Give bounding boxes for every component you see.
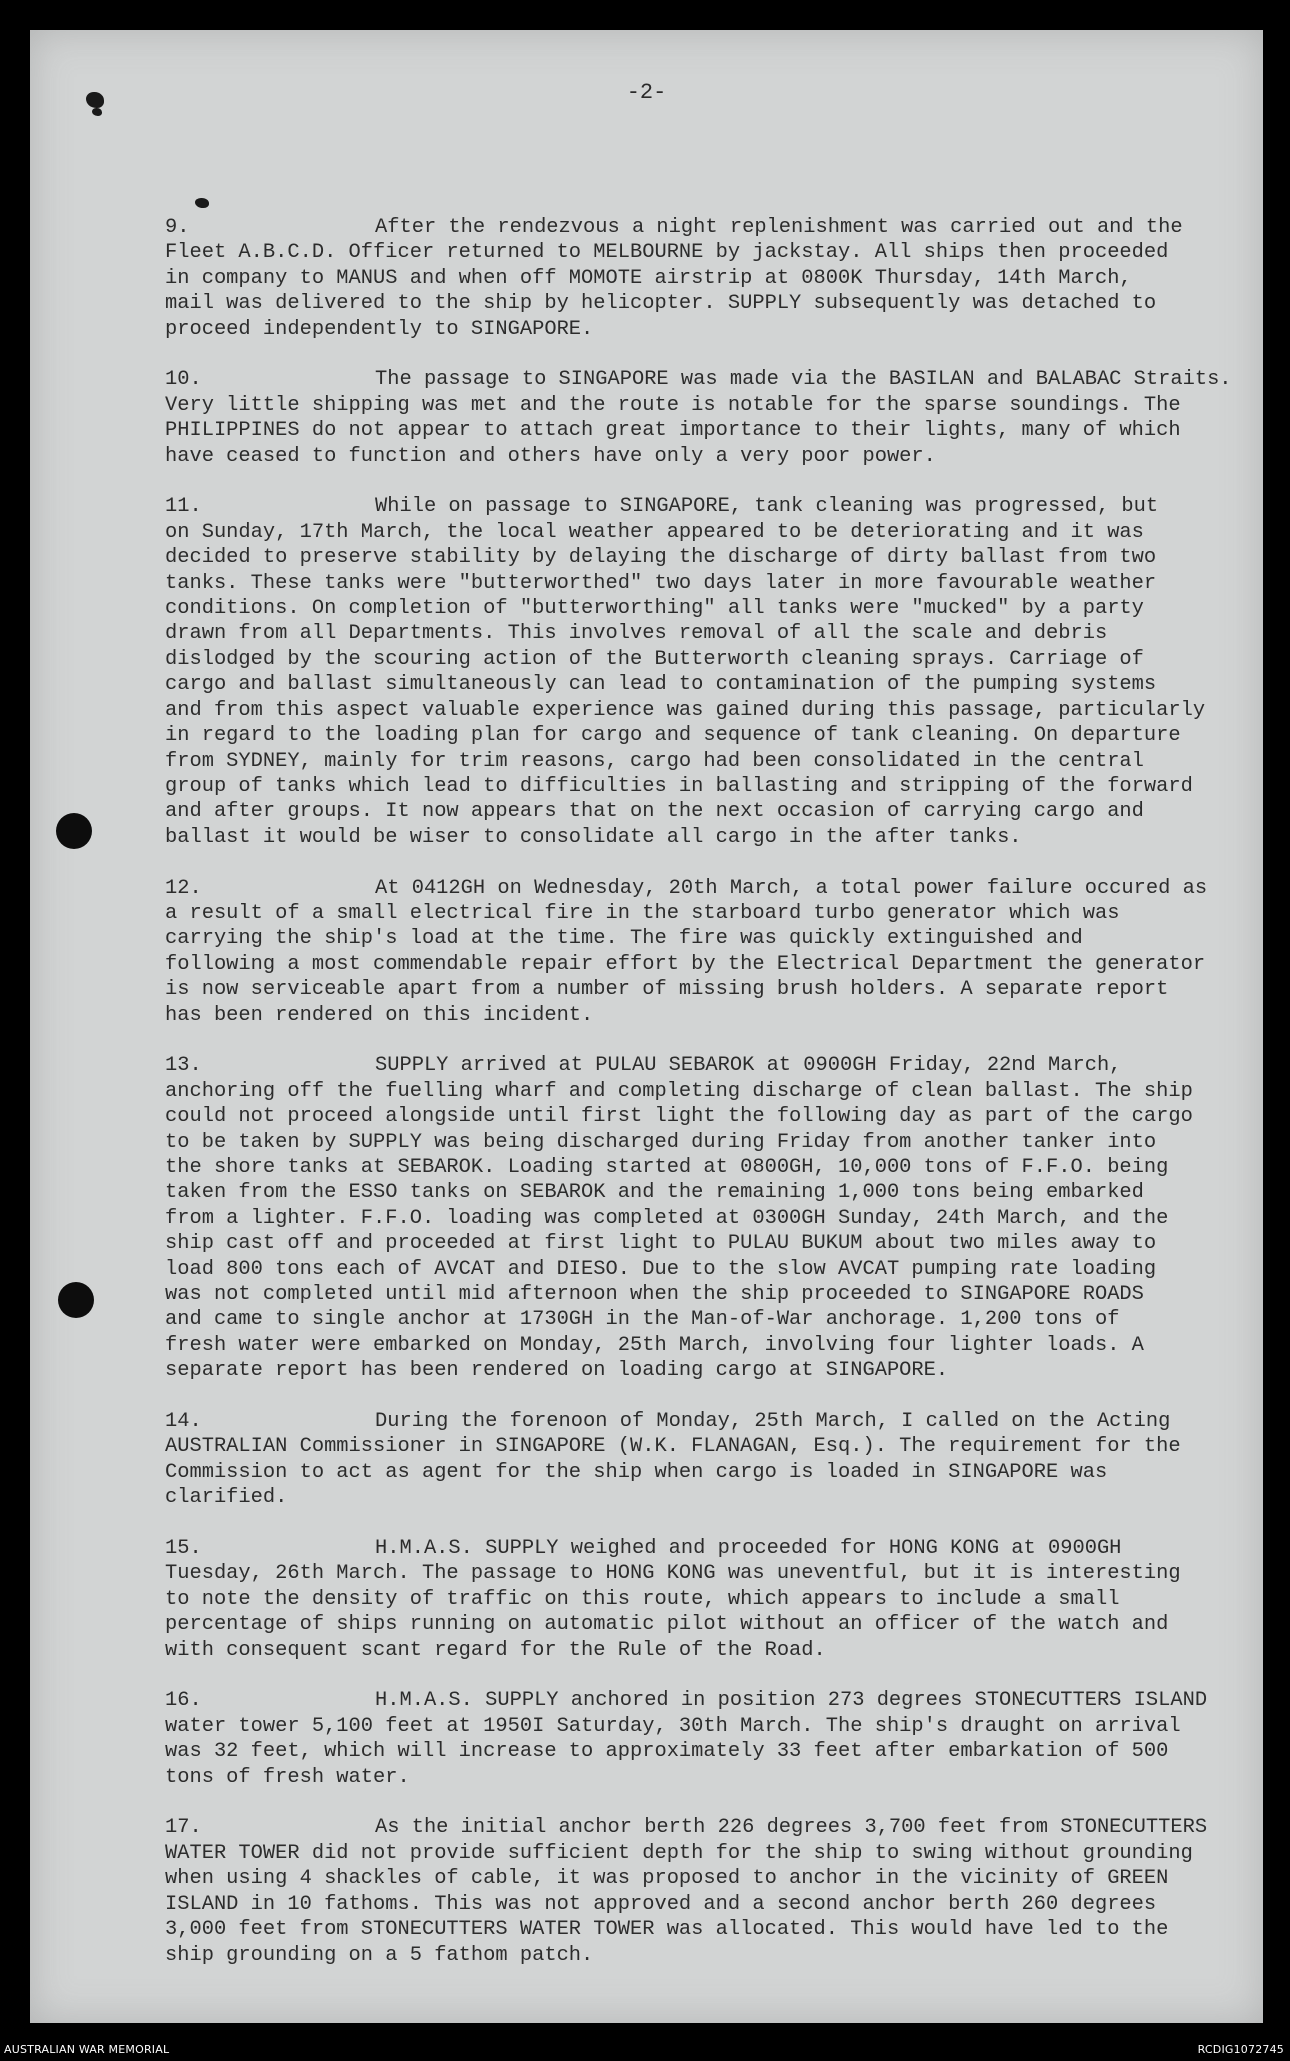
line-text: decided to preserve stability by delaying the discharge of dirty ballast from two <box>165 546 1157 570</box>
line-text: was not completed until mid afternoon when the ship proceeded to SINGAPORE ROADS <box>165 1283 1144 1306</box>
text-line <box>165 698 1275 723</box>
line-text: was 32 feet, which will increase to approximately 33 feet after embarkation of 500 <box>165 1740 1169 1764</box>
text-line <box>165 1536 1275 1561</box>
text-line <box>165 1841 1275 1866</box>
text-line <box>165 1358 1275 1383</box>
text-line <box>165 418 1275 443</box>
line-text: when using 4 shackles of cable, it was proposed to anchor in the vicinity of GREEN <box>165 1867 1169 1891</box>
text-line <box>165 444 1275 469</box>
text-line <box>165 1257 1275 1282</box>
text-line <box>165 571 1275 596</box>
text-line <box>165 825 1275 850</box>
ink-smudge <box>195 198 209 208</box>
paragraph-number: 14. <box>165 1410 202 1434</box>
text-line <box>165 215 1275 240</box>
text-line <box>165 647 1275 672</box>
line-text: a result of a small electrical fire in the starboard turbo generator which was <box>165 901 1120 925</box>
paragraph-number: 11. <box>165 495 202 519</box>
text-line <box>165 1003 1275 1028</box>
line-text: Fleet A.B.C.D. Officer returned to MELBOURNE by jackstay. All ships then proceeded <box>165 241 1169 265</box>
ink-smudge <box>92 108 102 116</box>
line-text: group of tanks which lead to difficulties in ballasting and stripping of the forward <box>165 774 1193 798</box>
line-text: tanks. These tanks were "butterworthed" two days later in more favourable weather <box>165 571 1157 595</box>
line-text: conditions. On completion of "butterworthing" all tanks were "mucked" by a party <box>165 597 1144 621</box>
text-line <box>165 977 1275 1002</box>
line-text: clarified. <box>165 1486 288 1510</box>
text-line <box>165 901 1275 926</box>
text-line <box>165 1765 1275 1790</box>
text-line <box>165 1409 1275 1434</box>
text-line <box>165 1180 1275 1205</box>
line-text: As the initial anchor berth 226 degrees 3,700 feet from STONECUTTERS <box>375 1816 1208 1840</box>
line-text: H.M.A.S. SUPPLY anchored in position 273 degrees STONECUTTERS ISLAND <box>375 1689 1208 1713</box>
text-line <box>165 799 1275 824</box>
text-line <box>165 1155 1275 1180</box>
line-text: WATER TOWER did not provide sufficient depth for the ship to swing without grounding <box>165 1841 1193 1865</box>
footer-record-id: RCDIG1072745 <box>1197 2043 1284 2056</box>
text-line <box>165 876 1275 901</box>
paragraph-number: 9. <box>165 216 190 239</box>
line-text: fresh water were embarked on Monday, 25th March, involving four lighter loads. A <box>165 1333 1144 1357</box>
document-page <box>30 30 1263 2023</box>
paragraph-number: 10. <box>165 368 202 392</box>
line-text: AUSTRALIAN Commissioner in SINGAPORE (W.K. FLANAGAN, Esq.). The requirement for the <box>165 1435 1181 1459</box>
text-line <box>165 1104 1275 1129</box>
text-line <box>165 367 1275 392</box>
line-text: PHILIPPINES do not appear to attach great importance to their lights, many of which <box>165 419 1181 443</box>
text-line <box>165 1866 1275 1891</box>
text-line <box>165 240 1275 265</box>
text-line <box>165 520 1275 545</box>
text-line <box>165 266 1275 291</box>
text-line <box>165 1130 1275 1155</box>
line-text: load 800 tons each of AVCAT and DIESO. Due to the slow AVCAT pumping rate loading <box>165 1257 1157 1281</box>
report-body <box>165 215 1275 1993</box>
text-line <box>165 1943 1275 1968</box>
line-text: Tuesday, 26th March. The passage to HONG KONG was uneventful, but it is interesting <box>165 1562 1181 1586</box>
text-line <box>165 1231 1275 1256</box>
punch-hole-top <box>56 813 92 849</box>
line-text: is now serviceable apart from a number of missing brush holders. A separate report <box>165 978 1169 1002</box>
text-line <box>165 1434 1275 1459</box>
line-text: Very little shipping was met and the route is notable for the sparse soundings. The <box>165 393 1181 417</box>
line-text: ballast it would be wiser to consolidate all cargo in the after tanks. <box>165 825 1022 849</box>
line-text: After the rendezvous a night replenishment was carried out and the <box>375 216 1183 239</box>
line-text: could not proceed alongside until first light the following day as part of the cargo <box>165 1105 1193 1129</box>
text-line <box>165 1917 1275 1942</box>
text-line <box>165 291 1275 316</box>
line-text: percentage of ships running on automatic pilot without an officer of the watch and <box>165 1613 1169 1637</box>
text-line <box>165 317 1275 342</box>
paragraph-number: 16. <box>165 1689 202 1713</box>
line-text: carrying the ship's load at the time. The fire was quickly extinguished and <box>165 927 1083 951</box>
line-text: from SYDNEY, mainly for trim reasons, cargo had been consolidated in the central <box>165 749 1144 773</box>
text-line <box>165 596 1275 621</box>
text-line <box>165 774 1275 799</box>
line-text: mail was delivered to the ship by helicopter. SUPPLY subsequently was detached to <box>165 292 1157 316</box>
text-line <box>165 1892 1275 1917</box>
line-text: has been rendered on this incident. <box>165 1003 594 1027</box>
line-text: to be taken by SUPPLY was being discharged during Friday from another tanker into <box>165 1130 1157 1154</box>
paragraph-17 <box>165 1815 1275 1967</box>
paragraph-number: 13. <box>165 1054 202 1078</box>
text-line <box>165 1282 1275 1307</box>
line-text: water tower 5,100 feet at 1950I Saturday, 30th March. The ship's draught on arrival <box>165 1714 1181 1738</box>
text-line <box>165 393 1275 418</box>
text-line <box>165 952 1275 977</box>
text-line <box>165 545 1275 570</box>
line-text: and came to single anchor at 1730GH in the Man-of-War anchorage. 1,200 tons of <box>165 1308 1120 1332</box>
text-line <box>165 1333 1275 1358</box>
text-line <box>165 1079 1275 1104</box>
line-text: with consequent scant regard for the Rule of the Road. <box>165 1638 826 1662</box>
line-text: ship cast off and proceeded at first light to PULAU BUKUM about two miles away to <box>165 1232 1157 1256</box>
line-text: H.M.A.S. SUPPLY weighed and proceeded for HONG KONG at 0900GH <box>375 1537 1122 1561</box>
text-line <box>165 1053 1275 1078</box>
text-line <box>165 1206 1275 1231</box>
line-text: cargo and ballast simultaneously can lead to contamination of the pumping systems <box>165 673 1157 697</box>
text-line <box>165 1714 1275 1739</box>
line-text: Commission to act as agent for the ship when cargo is loaded in SINGAPORE was <box>165 1460 1108 1484</box>
line-text: 3,000 feet from STONECUTTERS WATER TOWER was allocated. This would have led to the <box>165 1918 1169 1942</box>
line-text: on Sunday, 17th March, the local weather appeared to be deteriorating and it was <box>165 520 1144 544</box>
paragraph-number: 12. <box>165 876 202 900</box>
ink-smudge <box>86 92 104 108</box>
line-text: following a most commendable repair effort by the Electrical Department the generator <box>165 952 1206 976</box>
punch-hole-bottom <box>58 1282 94 1318</box>
text-line <box>165 1688 1275 1713</box>
line-text: taken from the ESSO tanks on SEBAROK and the remaining 1,000 tons being embarked <box>165 1181 1144 1205</box>
line-text: separate report has been rendered on loading cargo at SINGAPORE. <box>165 1359 949 1383</box>
line-text: SUPPLY arrived at PULAU SEBAROK at 0900GH Friday, 22nd March, <box>375 1054 1122 1078</box>
text-line <box>165 494 1275 519</box>
line-text: in regard to the loading plan for cargo and sequence of tank cleaning. On departure <box>165 724 1181 748</box>
line-text: ship grounding on a 5 fathom patch. <box>165 1943 594 1967</box>
paragraph-number: 17. <box>165 1816 202 1840</box>
paragraph-16 <box>165 1688 1275 1790</box>
line-text: While on passage to SINGAPORE, tank cleaning was progressed, but <box>375 495 1159 519</box>
line-text: to note the density of traffic on this route, which appears to include a small <box>165 1587 1120 1611</box>
line-text: the shore tanks at SEBAROK. Loading started at 0800GH, 10,000 tons of F.F.O. being <box>165 1155 1169 1179</box>
paragraph-number: 15. <box>165 1537 202 1561</box>
text-line <box>165 621 1275 646</box>
line-text: proceed independently to SINGAPORE. <box>165 317 594 341</box>
line-text: At 0412GH on Wednesday, 20th March, a total power failure occured as <box>375 876 1208 900</box>
paragraph-13 <box>165 1053 1275 1383</box>
line-text: ISLAND in 10 fathoms. This was not approved and a second anchor berth 260 degrees <box>165 1892 1157 1916</box>
paragraph-10 <box>165 367 1275 469</box>
text-line <box>165 1460 1275 1485</box>
paragraph-12 <box>165 876 1275 1028</box>
paragraph-15 <box>165 1536 1275 1663</box>
line-text: have ceased to function and others have only a very poor power. <box>165 444 936 468</box>
line-text: drawn from all Departments. This involves removal of all the scale and debris <box>165 622 1108 646</box>
line-text: and after groups. It now appears that on the next occasion of carrying cargo and <box>165 800 1144 824</box>
page-number: -2- <box>626 80 667 105</box>
text-line <box>165 749 1275 774</box>
line-text: in company to MANUS and when off MOMOTE airstrip at 0800K Thursday, 14th March, <box>165 266 1132 290</box>
text-line <box>165 1739 1275 1764</box>
text-line <box>165 672 1275 697</box>
line-text: During the forenoon of Monday, 25th March, I called on the Acting <box>375 1410 1171 1434</box>
text-line <box>165 1638 1275 1663</box>
text-line <box>165 1485 1275 1510</box>
paragraph-14 <box>165 1409 1275 1511</box>
line-text: from a lighter. F.F.O. loading was completed at 0300GH Sunday, 24th March, and the <box>165 1206 1169 1230</box>
line-text: tons of fresh water. <box>165 1765 410 1789</box>
paragraph-9 <box>165 215 1275 342</box>
line-text: The passage to SINGAPORE was made via the BASILAN and BALABAC Straits. <box>375 368 1232 392</box>
text-line <box>165 926 1275 951</box>
line-text: and from this aspect valuable experience was gained during this passage, particularly <box>165 698 1206 722</box>
paragraph-11 <box>165 494 1275 850</box>
text-line <box>165 1561 1275 1586</box>
footer-archive-name: AUSTRALIAN WAR MEMORIAL <box>4 2043 170 2056</box>
text-line <box>165 1307 1275 1332</box>
text-line <box>165 1612 1275 1637</box>
text-line <box>165 1815 1275 1840</box>
text-line <box>165 723 1275 748</box>
line-text: dislodged by the scouring action of the Butterworth cleaning sprays. Carriage of <box>165 647 1144 671</box>
text-line <box>165 1587 1275 1612</box>
line-text: anchoring off the fuelling wharf and completing discharge of clean ballast. The ship <box>165 1079 1193 1103</box>
